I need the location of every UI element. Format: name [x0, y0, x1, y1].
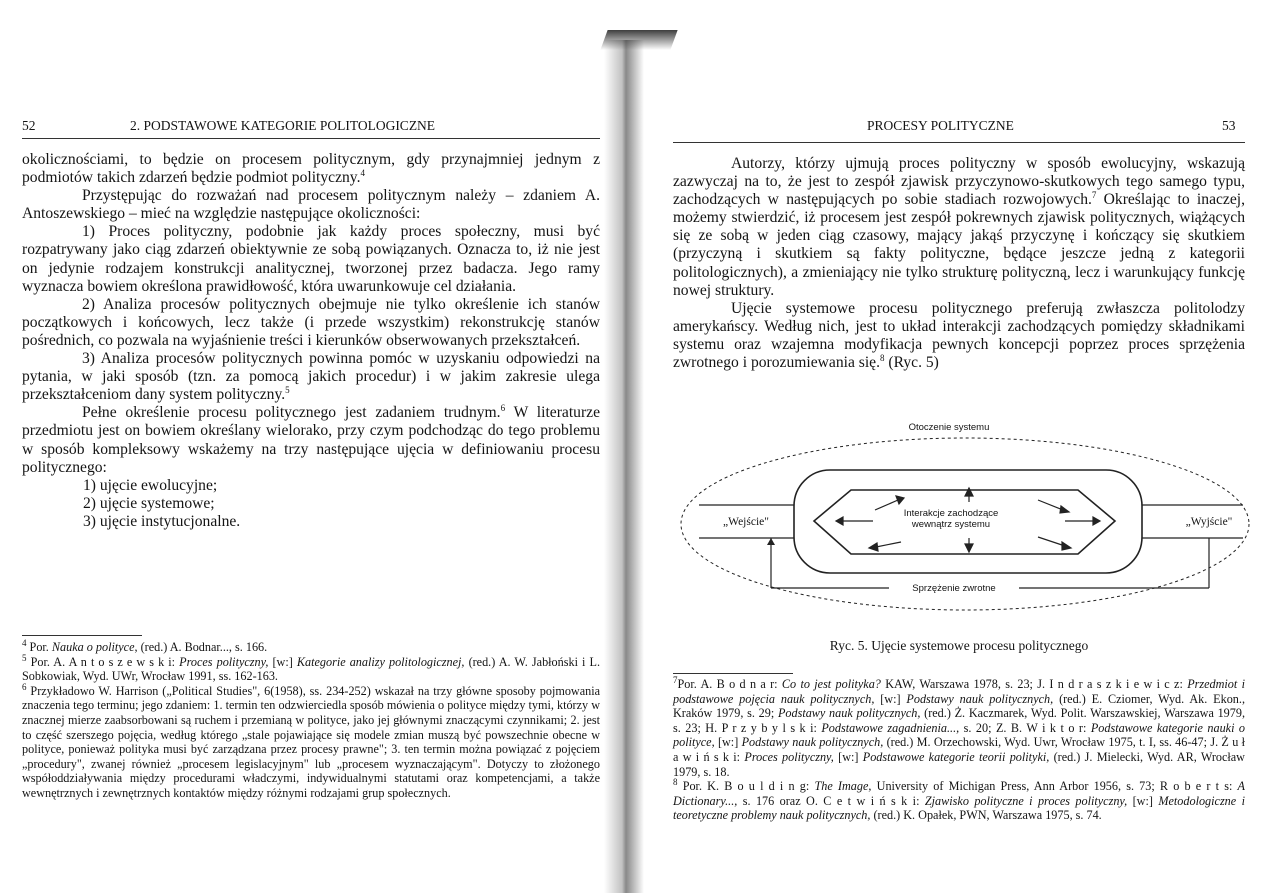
figure-caption: Ryc. 5. Ujęcie systemowe procesu politycznego [829, 638, 1089, 653]
output-label: „Wyjście" [1185, 516, 1233, 528]
footnote: $^5$ Por. A. A n t o s z e w s k i: Proces polityczny, [w:] Kategorie analizy politologicznej, (red.) A. W. Jabłoński i L. Sobkowiak, Wyd. UWr, Wrocław 1991, ss. 162-163. [22, 652, 601, 684]
interactions-label [891, 508, 1011, 530]
right-body-text [673, 155, 1245, 372]
paragraph: 3) Analiza procesów politycznych powinna pomóc w uzyskaniu odpowiedzi na pytania, w jaki sposób (tzn. za pomocą jakich procedur) i w jakim zakresie ulega przekształceniom dany system polityczny.$^5$ [22, 350, 600, 404]
footnote-rule-left [22, 635, 142, 636]
footnote-rule-right [673, 673, 793, 674]
running-head-left: 2. PODSTAWOWE KATEGORIE POLITOLOGICZNE [130, 118, 436, 133]
page-number-left: 52 [22, 118, 36, 133]
list-item: 2) ujęcie systemowe; [83, 494, 215, 512]
footnote: $^6$ Przykładowo W. Harrison („Political Studies", 6(1958), ss. 234-252) wskazał na trzy główne sposoby pojmowania znaczenia tego terminu; jego zdaniem: 1. termin ten odzwierciedla sposób mówienia o polityce między tymi, którzy w znacznej mierze zaabsorbowani są ruchem i przemianą w polityce, jako jej głównymi znaczącymi czynnikami; 2. jest to część szerszego pojęcia, według którego „stale pojawiające się modele zmian muszą być powszechnie obecne w polityce, ponieważ polityka musi być zarządzana przez procesy prawne"; 3. ten termin można powiązać z pojęciem „procedury", zwanej również „procesem legislacyjnym" lub „procesem wyznaczającym". Dotyczy to złożonego współoddziaływania między procedurami władczymi, indywidualnymi statutami oraz kompetencjami, a także wewnętrznych i zewnętrznych kontaktów między różnymi rodzajami grup społecznych. [22, 681, 601, 800]
paragraph: 2) Analiza procesów politycznych obejmuje nie tylko określenie ich stanów początkowych i końcowych, lecz także (i przede wszystkim) rekonstrukcję stanów pośrednich, co pozwala na wyjaśnienie treści i kierunków obserwowanych przekształceń. [22, 295, 600, 349]
right-footnotes [673, 674, 1246, 823]
paragraph: Ujęcie systemowe procesu politycznego preferują zwłaszcza politolodzy amerykańscy. Według nich, jest to układ interakcji zachodzących pomiędzy składnikami systemu oraz wzajemna modyfikacja pewnych koncepcji poprzez proces sprzężenia zwrotnego i porozumiewania się.$^8$ (Ryc. 5) [673, 299, 1245, 372]
feedback-label: Sprzężenie zwrotne [889, 583, 1019, 594]
right-page [633, 0, 1263, 893]
paragraph: Przystępując do rozważań nad procesem politycznym należy – zdaniem A. Antoszewskiego – mieć na względzie następujące okoliczności: [22, 187, 600, 223]
footnote: $^7$Por. A. B o d n a r: Co to jest polityka? KAW, Warszawa 1978, s. 23; J. I n d r a s z k i e w i c z: Przedmiot i podstawowe pojęcia nauk politycznych, [w:] Podstawy nauk politycznych, (red.) E. Cziomer, Wyd. Ak. Ekon., Kraków 1979, s. 29; Podstawy nauk politycznych, (red.) Ż. Kaczmarek, Wyd. Polit. Warszawskiej, Warszawa 1979, s. 23; H. P r z y b y l s k i: Podstawowe zagadnienia..., s. 20; Z. B. W i k t o r: Podstawowe kategorie nauki o polityce, [w:] Podstawy nauk politycznych, (red.) M. Orzechowski, Wyd. Uwr, Wrocław 1975, t. I, ss. 46-47; J. Ż u ł a w i ń s k i: Proces polityczny, [w:] Podstawowe kategorie teorii polityki, (red.) J. Mielecki, Wyd. AR, Wrocław 1979, s. 18. [673, 674, 1246, 779]
paragraph: 1) Proces polityczny, podobnie jak każdy proces społeczny, musi być rozpatrywany jako ciąg zdarzeń obiektywnie ze sobą powiązanych. Oznacza to, iż nie jest on jedynie rodzajem konstrukcji analitycznej, tworzonej przez badacza. Jego ramy wyznacza bowiem określona prawidłowość, która uwarunkowuje cel działania. [22, 223, 600, 295]
interactions-label-line1: Interakcje zachodzące [903, 508, 999, 519]
left-page [0, 0, 630, 893]
paragraph: Pełne określenie procesu politycznego jest zadaniem trudnym.$^6$ W literaturze przedmiotu jest on bowiem określany wielorako, przy czym podchodząc do tego problemu w sposób kompleksowy wskażemy na trzy następujące ujęcia w definiowaniu procesu politycznego: [22, 403, 600, 476]
input-label: „Wejście" [723, 516, 769, 528]
header-rule-right [673, 142, 1245, 143]
paragraph: okolicznościami, to będzie on procesem politycznym, gdy przynajmniej jednym z podmiotów takich zdarzeń będzie podmiot polityczny.$^4$ [22, 151, 600, 187]
page-number-right: 53 [1222, 118, 1236, 133]
running-head-right: PROCESY POLITYCZNE [867, 118, 1014, 133]
list-item: 1) ujęcie ewolucyjne; [83, 476, 218, 494]
figure-outer-label: Otoczenie systemu [908, 422, 990, 433]
footnote: $^8$ Por. K. B o u l d i n g: The Image, University of Michigan Press, Ann Arbor 1956, s. 73; R o b e r t s: A Dictionary..., s. 176 oraz O. C e t w i ń s k i: Zjawisko polityczne i proces polityczny, [w:] Metodologiczne i teoretyczne problemy nauk politycznych, (red.) K. Opałek, PWN, Warszawa 1975, s. 74. [673, 777, 1245, 823]
footnote-8-text: Por. K. B o u l d i n g: The Image, University of Michigan Press, Ann Arbor 1956, s. 73; R o b e r t s: A Dictionary..., s. 176 oraz O. C e t w i ń s k i: Zjawisko polityczne i proces polityczny, [w:] Metodologiczne i teoretyczne problemy nauk politycznych, (red.) K. Opałek, PWN, Warszawa 1975, s. 74. [673, 779, 1245, 823]
footnote-7-text: Por. A. B o d n a r: Co to jest polityka? KAW, Warszawa 1978, s. 23; J. I n d r a s z k i e w i c z: Przedmiot i podstawowe pojęcia nauk politycznych, [w:] Podstawy nauk politycznych, (red.) E. Cziomer, Wyd. Ak. Ekon., Kraków 1979, s. 29; Podstawy nauk politycznych, (red.) Ż. Kaczmarek, Wyd. Polit. Warszawskiej, Warszawa 1979, s. 23; H. P r z y b y l s k i: Podstawowe zagadnienia..., s. 20; Z. B. W i k t o r: Podstawowe kategorie nauki o polityce, [w:] Podstawy nauk politycznych, (red.) M. Orzechowski, Wyd. Uwr, Wrocław 1975, t. I, ss. 46-47; J. Ż u ł a w i ń s k i: Proces polityczny, [w:] Podstawowe kategorie teorii polityki, (red.) J. Mielecki, Wyd. AR, Wrocław 1979, s. 18. [673, 677, 1246, 779]
left-body-text [22, 151, 600, 531]
left-footnotes [22, 637, 601, 801]
interactions-label-line2: wewnątrz systemu [911, 519, 991, 530]
footnote: $^4$ Por. Nauka o polityce, (red.) A. Bodnar..., s. 166. [22, 637, 268, 654]
list-item: 3) ujęcie instytucjonalne. [83, 512, 241, 530]
paragraph: Autorzy, którzy ujmują proces polityczny w sposób ewolucyjny, wskazują zazwyczaj na to, że jest to zespół zjawisk przyczynowo-skutkowych tego samego typu, zachodzących w następujących po sobie stadiach rozwojowych.$^7$ Określając to inaczej, możemy stwierdzić, iż procesem jest zespół pokrewnych zjawisk politycznych, wiążących się ze sobą w jeden ciąg czasowy, mający jakąś przyczynę i kończący się skutkiem (przyczyną i skutkiem są fakty polityczne, będące jeszcze jedną z kategorii politologicznych), a zmieniający nie tylko strukturę polityczną, lecz i warunkujący funkcję nowej struktury. [673, 155, 1245, 299]
header-rule-left [22, 138, 600, 139]
